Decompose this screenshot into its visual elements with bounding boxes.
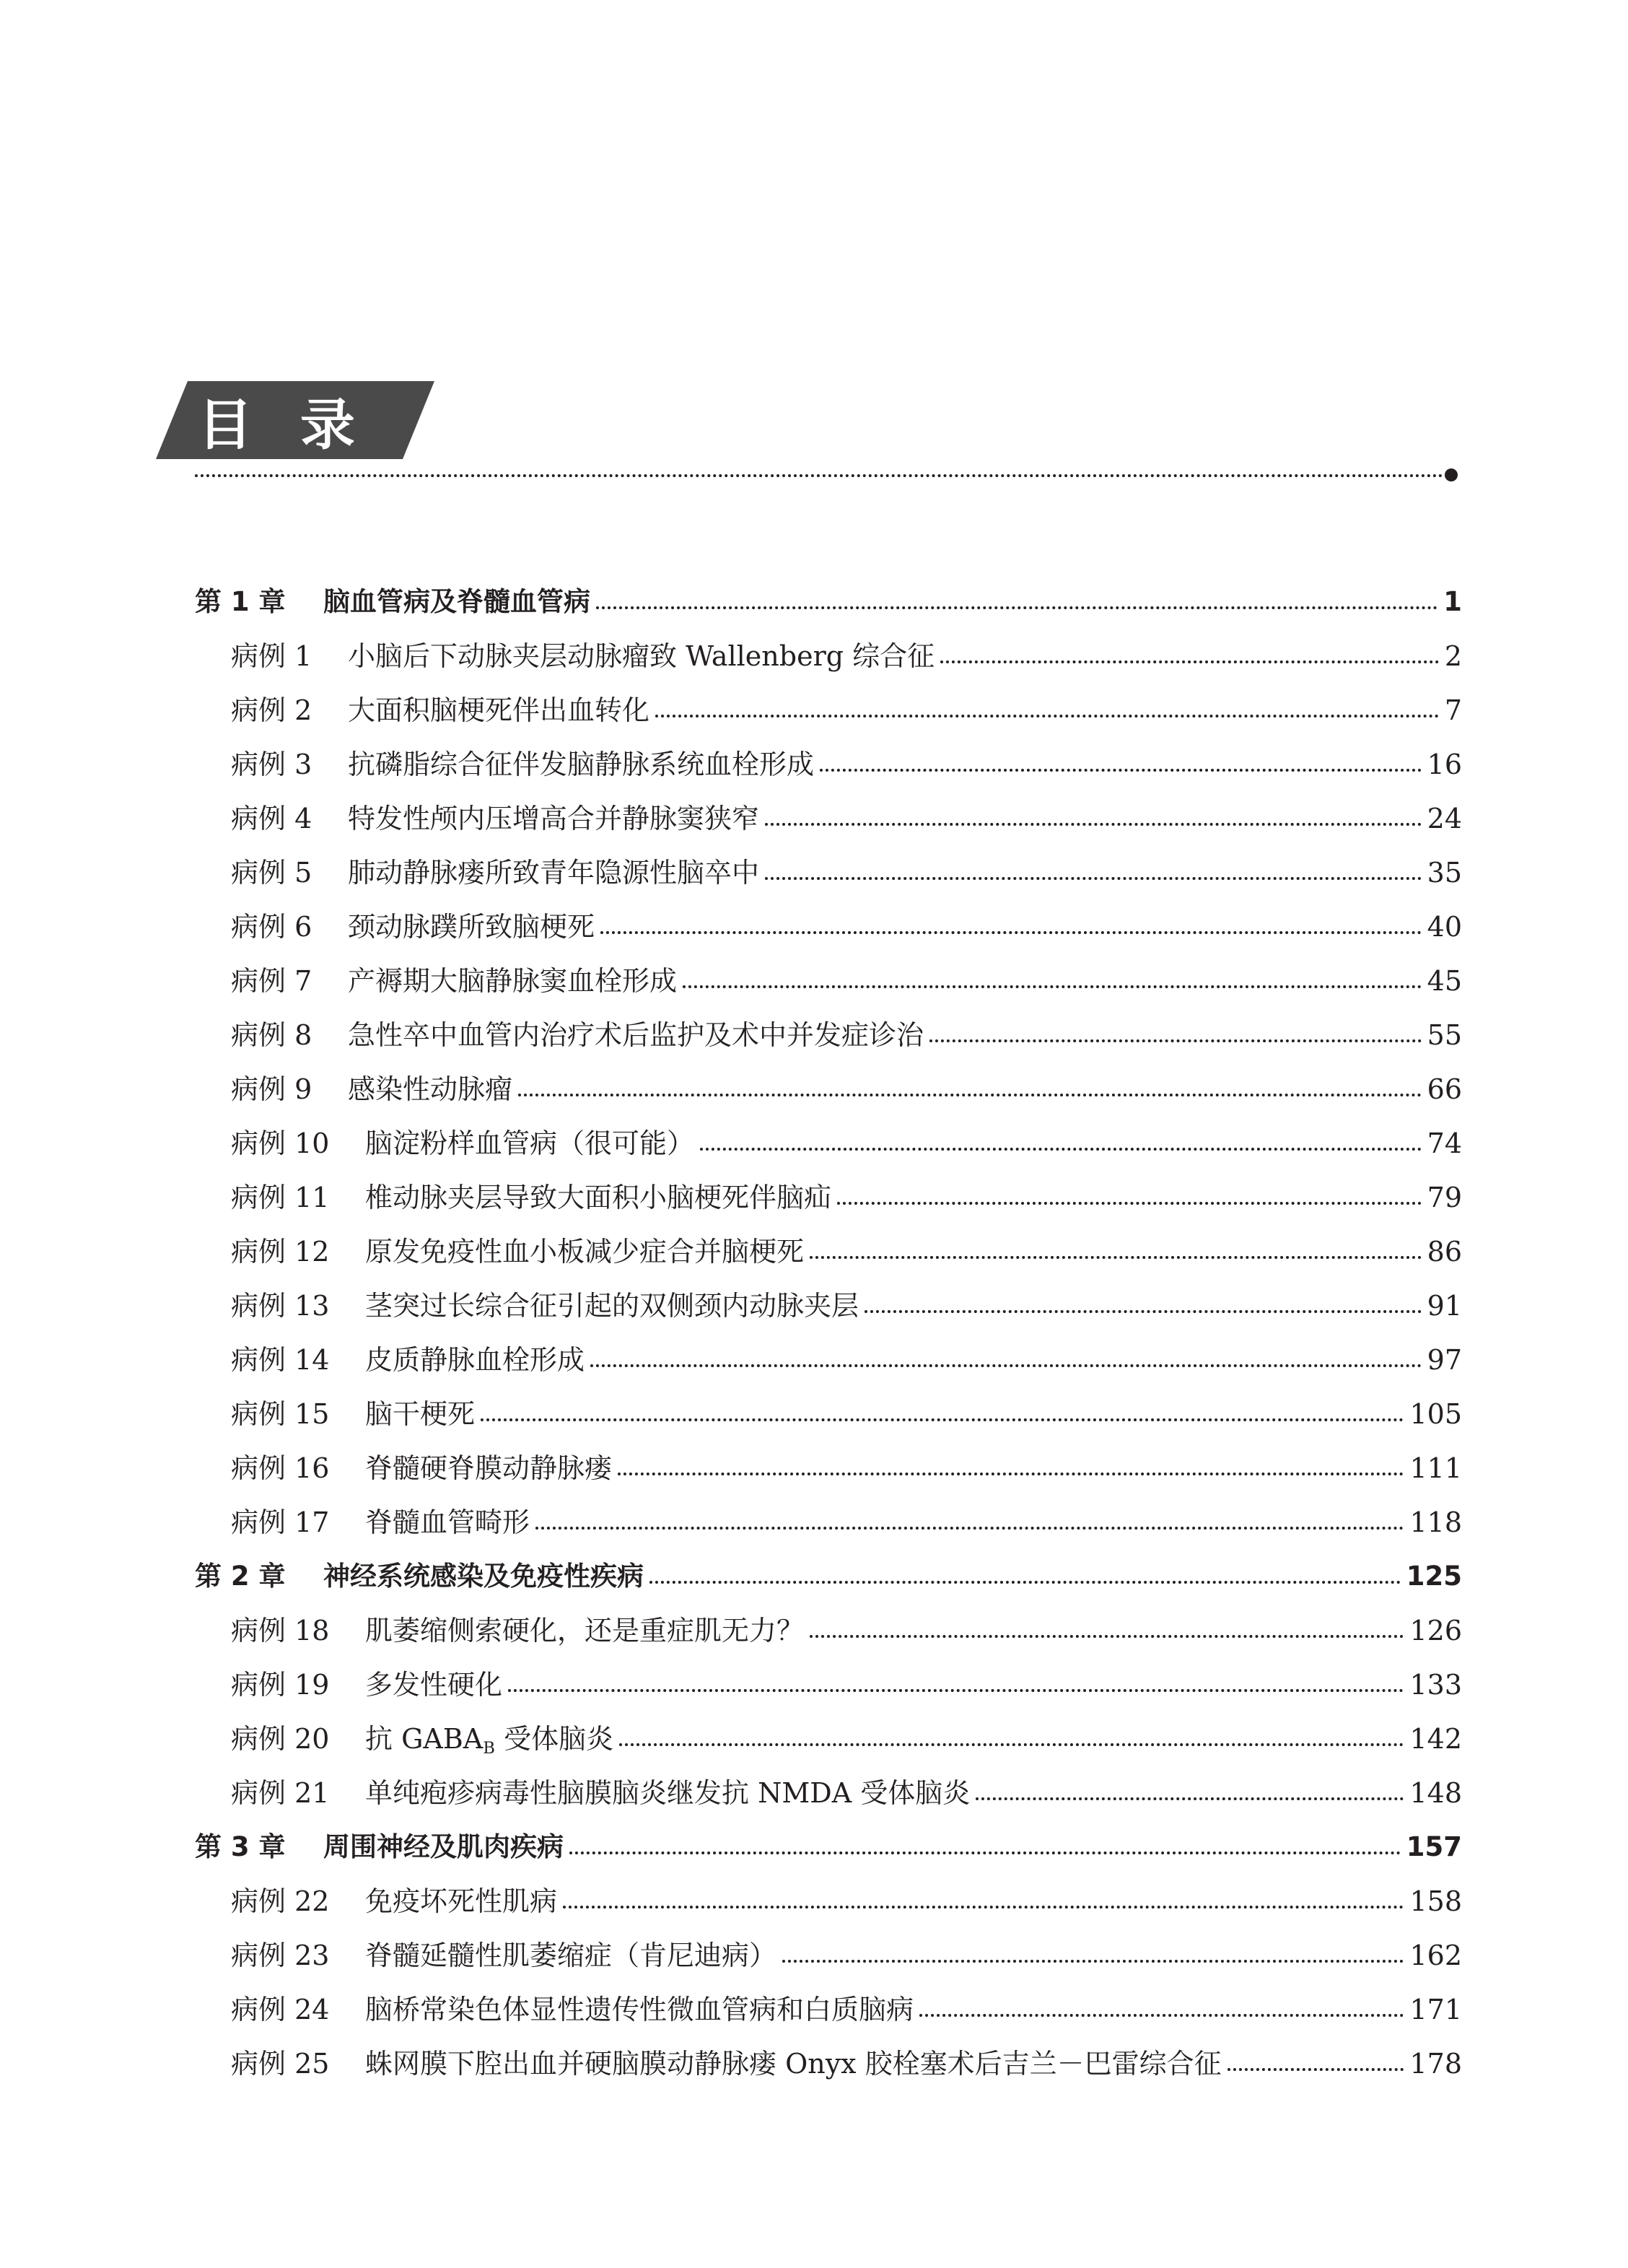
case-title	[348, 856, 760, 889]
toc-case-entry[interactable]	[195, 1928, 1462, 1982]
toc-chapter-entry[interactable]	[195, 1820, 1462, 1874]
case-number: 病例 6	[231, 910, 312, 943]
toc-chapter-entry[interactable]	[195, 1549, 1462, 1603]
entry-title-text: 脑桥常染色体显性遗传性微血管病和白质脑病	[365, 1993, 914, 2025]
toc-case-entry[interactable]	[195, 1495, 1462, 1549]
case-number: 病例 18	[231, 1614, 330, 1647]
page-number: 66	[1427, 1073, 1462, 1105]
toc-case-entry[interactable]	[195, 1441, 1462, 1495]
entry-title-text: 蛛网膜下腔出血并硬脑膜动静脉瘘 Onyx 胶栓塞术后吉兰－巴雷综合征	[365, 2047, 1222, 2080]
dot-leader	[508, 1689, 1404, 1692]
entry-title-text: 脊髓血管畸形	[365, 1506, 530, 1538]
entry-title-text: 多发性硬化	[365, 1668, 503, 1701]
page-number: 126	[1409, 1614, 1462, 1647]
case-title	[365, 1668, 503, 1701]
case-title	[365, 1235, 805, 1268]
entry-title-text: 颈动脉蹼所致脑梗死	[348, 910, 595, 943]
dot-leader	[481, 1418, 1404, 1421]
dot-leader	[655, 715, 1439, 718]
entry-title-text: 脊髓硬脊膜动静脉瘘	[365, 1452, 613, 1484]
case-number: 病例 1	[231, 640, 312, 672]
entry-title-suffix: 受体脑炎	[495, 1722, 614, 1755]
case-title	[348, 964, 678, 997]
toc-case-entry[interactable]	[195, 1224, 1462, 1278]
dot-leader	[1227, 2068, 1404, 2071]
toc-case-entry[interactable]	[195, 845, 1462, 899]
case-number: 病例 12	[231, 1235, 330, 1268]
entry-title-text: 椎动脉夹层导致大面积小脑梗死伴脑疝	[365, 1181, 832, 1213]
entry-title-text: 抗 GABA	[365, 1722, 483, 1755]
case-number: 病例 13	[231, 1289, 330, 1322]
case-number: 病例 11	[231, 1181, 330, 1213]
page-number: 40	[1427, 910, 1462, 943]
entry-title-text: 单纯疱疹病毒性脑膜脑炎继发抗 NMDA 受体脑炎	[365, 1776, 971, 1809]
title-underline	[195, 472, 1458, 478]
entry-title-text: 急性卒中血管内治疗术后监护及术中并发症诊治	[348, 1019, 924, 1051]
case-title	[365, 1885, 558, 1917]
toc-case-entry[interactable]	[195, 1333, 1462, 1387]
case-title	[348, 1073, 513, 1105]
page-number: 162	[1409, 1939, 1462, 1971]
toc-case-entry[interactable]	[195, 899, 1462, 954]
page-number: 178	[1409, 2047, 1462, 2080]
case-title	[365, 1939, 777, 1971]
dot-leader	[649, 1581, 1401, 1584]
chapter-number: 第 3 章	[195, 1831, 286, 1862]
entry-title-text: 皮质静脉血栓形成	[365, 1343, 585, 1376]
case-title	[365, 1289, 859, 1322]
toc-case-entry[interactable]	[195, 1008, 1462, 1062]
page-number: 97	[1427, 1343, 1462, 1376]
entry-title-text: 脑血管病及脊髓血管病	[323, 586, 590, 617]
case-title	[365, 1776, 971, 1809]
page-number: 7	[1444, 694, 1462, 726]
page-number: 16	[1427, 748, 1462, 780]
toc-case-entry[interactable]	[195, 2036, 1462, 2090]
toc-case-entry[interactable]	[195, 791, 1462, 845]
dot-leader	[535, 1527, 1404, 1530]
case-number: 病例 2	[231, 694, 312, 726]
entry-title-subscript: B	[483, 1738, 496, 1758]
page-number: 111	[1409, 1452, 1462, 1484]
entry-title-text: 脊髓延髓性肌萎缩症（肯尼迪病）	[365, 1939, 777, 1971]
toc-title-banner	[156, 381, 434, 459]
case-number: 病例 15	[231, 1397, 330, 1430]
dot-leader	[810, 1256, 1422, 1259]
dot-leader	[600, 931, 1422, 934]
dot-leader	[619, 1743, 1404, 1746]
dot-leader	[518, 1094, 1422, 1096]
dot-leader	[976, 1797, 1404, 1800]
case-number: 病例 17	[231, 1506, 330, 1538]
bullet-dot	[1445, 468, 1458, 481]
entry-title-text: 大面积脑梗死伴出血转化	[348, 694, 650, 726]
case-number: 病例 22	[231, 1885, 330, 1917]
page-title-char-1: 目	[198, 392, 300, 457]
entry-title-text: 神经系统感染及免疫性疾病	[323, 1561, 644, 1592]
case-number: 病例 16	[231, 1452, 330, 1484]
entry-title-text: 产褥期大脑静脉窦血栓形成	[348, 964, 678, 997]
case-number: 病例 8	[231, 1019, 312, 1051]
page-number: 79	[1427, 1181, 1462, 1213]
entry-title-text: 免疫坏死性肌病	[365, 1885, 558, 1917]
case-number: 病例 20	[231, 1722, 330, 1755]
entry-title-text: 肺动静脉瘘所致青年隐源性脑卒中	[348, 856, 760, 889]
dot-leader	[683, 985, 1422, 988]
dot-leader	[765, 823, 1422, 826]
dot-leader	[782, 1960, 1404, 1963]
case-number: 病例 14	[231, 1343, 330, 1376]
case-title	[348, 1021, 924, 1049]
page-number: 24	[1427, 802, 1462, 834]
case-number: 病例 21	[231, 1776, 330, 1809]
case-title	[365, 2047, 1222, 2080]
page-number: 86	[1427, 1235, 1462, 1268]
toc-case-entry[interactable]	[195, 954, 1462, 1008]
page-number: 142	[1409, 1722, 1462, 1755]
case-title	[348, 802, 760, 834]
page-number: 35	[1427, 856, 1462, 889]
case-title	[365, 1127, 695, 1159]
dot-leader	[563, 1906, 1404, 1909]
entry-title-text: 茎突过长综合征引起的双侧颈内动脉夹层	[365, 1289, 859, 1322]
toc-chapter-entry[interactable]	[195, 575, 1462, 629]
case-number: 病例 3	[231, 748, 312, 780]
entry-title-text: 小脑后下动脉夹层动脉瘤致 Wallenberg 综合征	[348, 640, 935, 672]
chapter-title	[323, 1561, 644, 1592]
dot-leader	[700, 1148, 1422, 1151]
page-number: 158	[1409, 1885, 1462, 1917]
case-number: 病例 4	[231, 802, 312, 834]
table-of-contents	[195, 575, 1462, 2090]
page-number: 2	[1444, 640, 1462, 672]
case-title	[365, 1397, 476, 1430]
dot-leader	[765, 877, 1422, 880]
case-number: 病例 23	[231, 1939, 330, 1971]
dot-leader	[569, 1852, 1401, 1854]
toc-case-entry[interactable]	[195, 1278, 1462, 1333]
case-title	[365, 1506, 530, 1538]
page-number: 157	[1406, 1831, 1462, 1862]
chapter-title	[323, 1833, 564, 1860]
chapter-number: 第 1 章	[195, 586, 286, 617]
case-number: 病例 5	[231, 856, 312, 889]
entry-title-text: 脑干梗死	[365, 1397, 476, 1430]
toc-case-entry[interactable]	[195, 737, 1462, 791]
entry-title-text: 脑淀粉样血管病（很可能）	[365, 1127, 695, 1159]
case-title	[365, 1343, 585, 1376]
page-number: 1	[1443, 586, 1462, 617]
entry-title-text: 抗磷脂综合征伴发脑静脉系统血栓形成	[348, 748, 815, 780]
toc-case-entry[interactable]	[195, 1603, 1462, 1657]
case-title	[365, 1993, 914, 2025]
case-title	[365, 1614, 805, 1647]
page-number: 45	[1427, 964, 1462, 997]
entry-title-text: 周围神经及肌肉疾病	[323, 1831, 564, 1862]
case-number: 病例 19	[231, 1668, 330, 1701]
toc-case-entry[interactable]	[195, 1657, 1462, 1711]
case-title	[348, 642, 935, 670]
toc-case-entry[interactable]	[195, 1170, 1462, 1224]
page-title-char-2: 录	[300, 392, 403, 457]
toc-case-entry[interactable]	[195, 629, 1462, 683]
case-title	[365, 1181, 832, 1213]
dot-leader	[929, 1039, 1422, 1042]
page-number: 91	[1427, 1289, 1462, 1322]
page-number: 118	[1409, 1506, 1462, 1538]
dot-leader	[837, 1202, 1422, 1205]
page-number: 55	[1427, 1019, 1462, 1051]
toc-case-entry[interactable]	[195, 1062, 1462, 1116]
dot-leader	[820, 769, 1422, 772]
page-number: 125	[1406, 1561, 1462, 1592]
toc-case-entry[interactable]	[195, 1874, 1462, 1928]
dot-leader	[940, 660, 1439, 663]
entry-title-text: 特发性颅内压增高合并静脉窦狭窄	[348, 802, 760, 834]
page-number: 133	[1409, 1668, 1462, 1701]
page-number: 74	[1427, 1127, 1462, 1159]
case-title	[348, 694, 650, 726]
entry-title-text: 肌萎缩侧索硬化，还是重症肌无力？	[365, 1614, 805, 1647]
case-number: 病例 9	[231, 1073, 312, 1105]
case-title	[348, 748, 815, 780]
toc-case-entry[interactable]	[195, 1711, 1462, 1766]
toc-case-entry[interactable]	[195, 1982, 1462, 2036]
entry-title-text: 原发免疫性血小板减少症合并脑梗死	[365, 1235, 805, 1268]
page-title	[198, 381, 403, 459]
entry-title-text: 感染性动脉瘤	[348, 1073, 513, 1105]
dot-leader	[590, 1364, 1422, 1367]
case-title	[348, 910, 595, 943]
toc-case-entry[interactable]	[195, 1387, 1462, 1441]
case-number: 病例 24	[231, 1993, 330, 2025]
dot-leader	[596, 606, 1437, 609]
toc-case-entry[interactable]	[195, 1766, 1462, 1820]
page-number: 105	[1409, 1397, 1462, 1430]
case-title	[365, 1722, 614, 1758]
toc-case-entry[interactable]	[195, 683, 1462, 737]
case-number: 病例 7	[231, 964, 312, 997]
case-title	[365, 1454, 612, 1482]
dot-leader	[810, 1635, 1404, 1638]
page-number: 171	[1409, 1993, 1462, 2025]
dotted-rule	[195, 474, 1443, 477]
dot-leader	[865, 1310, 1422, 1313]
case-number: 病例 25	[231, 2047, 330, 2080]
dot-leader	[618, 1473, 1404, 1475]
chapter-title	[323, 588, 590, 615]
dot-leader	[919, 2014, 1404, 2017]
chapter-number: 第 2 章	[195, 1561, 286, 1592]
toc-case-entry[interactable]	[195, 1116, 1462, 1170]
page-number: 148	[1409, 1776, 1462, 1809]
case-number: 病例 10	[231, 1127, 330, 1159]
